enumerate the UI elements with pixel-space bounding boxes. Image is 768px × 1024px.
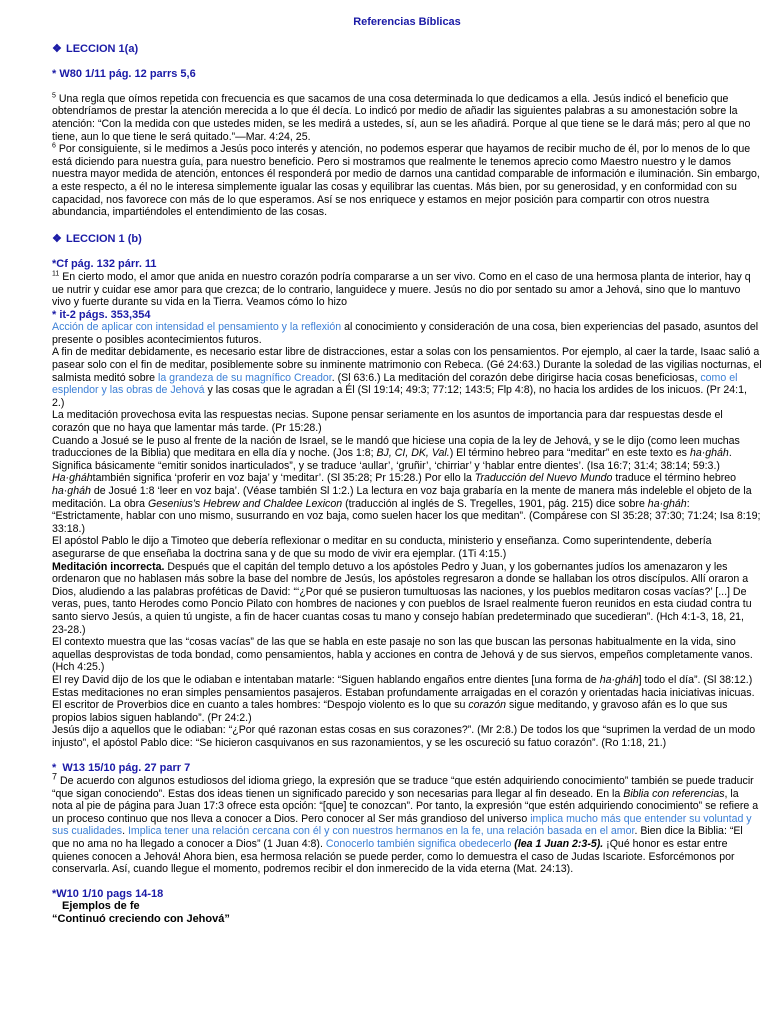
it2-paragraph-joshua: Cuando a Josué se le puso al frente de la nación de Israel, se le mandó que hiciese una copia de la ley de Jehová, y se le dijo (como leen muchas traducciones de la Biblia) que meditara en ella día y noche. (Jos 1:8; BJ, CI, DK, Val.) El término hebreo para “meditar” en este texto es ha·gháh. Significa básicamente “emitir sonidos inarticulados”, y se traduce ‘aullar’, ‘gruñir’, ‘chirriar’ y ‘hablar entre dientes’. (Isa 16:7; 31:4; 38:14; 59:3.) Ha·gháhtambién significa ‘proferir en voz baja’ y ‘meditar’. (Sl 35:28; Pr 15:28.) Por ello la Traducción del Nuevo Mundo traduce el término hebreo ha·gháh de Josué 1:8 ‘leer en voz baja’. (Véase también Sl 1:2.) La lectura en voz baja grabaría en la mente de manera más indeleble el objeto de la meditación. La obra Gesenius’s Hebrew and Chaldee Lexicon (traducción al inglés de S. Tregelles, 1901, pág. 215) dice sobre ha·gháh: “Estrictamente, hablar con uno mismo, susurrando en voz baja, como suelen hacer los que meditan”. (Compárese con Sl 35:28; 37:30; 71:24; Isa 8:19; 33:18.) bbox=[52, 434, 761, 535]
paragraph-11 bbox=[52, 271, 762, 309]
highlighted-text: Conocerlo también significa obedecerlo bbox=[325, 838, 512, 851]
highlighted-text: como el esplendor y las obras de Jehová bbox=[52, 371, 738, 397]
paragraph-text: En cierto modo, el amor que anida en nuestro corazón podría compararse a un ser vivo. Como en el caso de una hermosa planta de interior, hay q ue nutrir y cuidar ese amor para que crezca; de lo contrario, languidece y muere. Jesús no dio por sentado su amor a Jehová, sino que lo mantuvo vivo y fuerte durante su vida en la Tierra. Veamos cómo lo hizo bbox=[52, 270, 751, 309]
reference-heading: *Cf pág. 132 párr. 11 bbox=[52, 258, 157, 271]
page-title: Referencias Bíblicas bbox=[353, 16, 461, 28]
reference-heading: * it-2 págs. 353,354 bbox=[52, 308, 151, 321]
diamond-bullet-icon: ❖ bbox=[52, 42, 62, 55]
lesson-heading-1a bbox=[52, 43, 762, 56]
lesson-heading-1b bbox=[52, 233, 762, 246]
highlighted-text: la grandeza de su magnífico Creador bbox=[157, 371, 332, 384]
paragraph-text: Una regla que oímos repetida con frecuencia es que sacamos de una cosa determinada lo que dedicamos a ella. Jesús indicó el beneficio que obtendríamos de prestar la atención merecida a lo que él decía. Lo indicó por medio de añadir las siguientes palabras a su amonestación sobre la atención: “Con la medida con que ustedes miden, se les medirá a ustedes, sí, aun se les añadirá. Porque al que tiene se le dará más; pero al que no tiene, aun lo que tiene le será quitado.”—Mar. 4:24, 25. bbox=[52, 92, 751, 143]
paragraph-7: $^7$ De acuerdo con algunos estudiosos del idioma griego, la expresión que se traduce “que estén adquiriendo conocimiento” también se puede traducir “que sigan conociendo”. Estas dos ideas tienen un significado parecido y son necesarias para llegar al fin deseado. En la Biblia con referencias, la nota al pie de página para Juan 17:3 ofrece esta opción: “[que] te conozcan”. Por tanto, la expresión “que estén adquiriendo conocimiento” se refiere a un proceso continuo que nos lleva a conocer a Dios. Pero conocer al Ser más grandioso del universo implica mucho más que entender su voluntad y sus cualidades. Implica tener una relación cercana con él y con nuestros hermanos en la fe, una relación basada en el amor. Bien dice la Biblia: “El que no ama no ha llegado a conocer a Dios” (1 Juan 4:8). Conocerlo también significa obedecerlo (lea 1 Juan 2:3-5). ¡Qué honor es estar entre quienes conocen a Jehová! Ahora bien, esa hermosa relación se puede perder, como lo demuestra el caso de Judas Iscariote. Esforcémonos por conservarla. Así, cuando llegue el momento, podremos recibir el don inmerecido de la vida eterna (Mat. 24:13). bbox=[52, 771, 759, 876]
it2-paragraph-incorrect: Meditación incorrecta. Después que el capitán del templo detuvo a los apóstoles Pedro y Juan, y los gobernantes judíos los amenazaron y les ordenaron que no hablasen más sobre la base del nombre de Jesús, los apóstoles regresaron a donde se hallaban los otros discípulos. Allí oraron a Dios, aludiendo a las palabras proféticas de David: “‘¿Por qué se pusieron tumultuosas las naciones, y los pueblos meditaron cosas vacías?’ [...] De veras, pues, tanto Herodes como Poncio Pilato con hombres de naciones y con pueblos de Israel realmente fueron reunidos en esta ciudad contra tu santo siervo Jesús, a quien tú ungiste, a fin de hacer cuantas cosas tu mano y consejo habían predeterminado que sucedieran”. (Hch 4:1-3, 18, 21, 23-28.) bbox=[52, 560, 752, 636]
highlighted-text: Acción de aplicar con intensidad el pensamiento y la reflexión bbox=[52, 321, 342, 334]
paragraph-number: 7 bbox=[52, 771, 58, 782]
paragraph-number: 11 bbox=[52, 270, 60, 278]
highlighted-text: implica mucho más que entender su voluntad y sus cualidades bbox=[52, 812, 752, 838]
highlighted-text: Implica tener una relación cercana con él y con nuestros hermanos en la fe, una relación basada en el amor bbox=[127, 825, 635, 838]
reference-heading: * W80 1/11 pág. 12 parrs 5,6 bbox=[52, 68, 196, 81]
it2-paragraph-jesus: Jesús dijo a aquellos que le odiaban: “¿Por qué razonan estas cosas en sus corazones?”. (Mr 2:8.) De todos los que “suprimen la verdad de un modo injusto”, el apóstol Pablo dice: “Se hicieron casquivanos en sus razonamientos, y se les oscureció su fatuo corazón”. (Ro 1:18, 21.) bbox=[52, 724, 756, 749]
it2-paragraph-david: El rey David dijo de los que le odiaban e intentaban matarle: “Siguen hablando engaños entre dientes [una forma de ha·gháh] todo el día”. (Sl 38:12.) Estas meditaciones no eran simples pensamientos pasajeros. Estaban profundamente arraigadas en el corazón y orientadas hacia iniciativas inicuas. El escritor de Proverbios dice en cuanto a tales hombres: “Despojo violento es lo que su corazón sigue meditando, y gravoso afán es lo que sus propios labios siguen hablando”. (Pr 24:2.) bbox=[52, 673, 755, 724]
paragraph-number: 5 bbox=[52, 92, 56, 100]
lesson-label: LECCION 1 (b) bbox=[66, 232, 142, 245]
diamond-bullet-icon: ❖ bbox=[52, 232, 62, 245]
it2-paragraph-context: El contexto muestra que las “cosas vacías” de las que se habla en este pasaje no son las que buscan las personas habitualmente en la vida, sino aquellas desprovistas de toda bondad, como pensamientos, habla y acciones en contra de Jehová y de sus siervos, empeños completamente vanos. (Hch 4:25.) bbox=[52, 636, 753, 674]
paragraph-5 bbox=[52, 93, 762, 143]
document-page bbox=[52, 0, 762, 926]
it2-paragraph-solitude: A fin de meditar debidamente, es necesario estar libre de distracciones, estar a solas con los pensamientos. Por ejemplo, al caer la tarde, Isaac salió a pasear solo con el fin de meditar, posiblemente sobre su inminente matrimonio con Rebeca. (Gé 24:63.) Durante la soledad de las vigilias nocturnas, el salmista meditó sobre la grandeza de su magnífico Creador. (Sl 63:6.) La meditación del corazón debe dirigirse hacia cosas beneficiosas, como el esplendor y las obras de Jehová y las cosas que le agradan a Él (Sl 19:14; 49:3; 77:12; 143:5; Flp 4:8), no hacia los ardides de los inicuos. (Pr 24:1, 2.) bbox=[52, 346, 762, 409]
reference-heading: *W10 1/10 pags 14-18 bbox=[52, 887, 164, 900]
it2-definition: Acción de aplicar con intensidad el pensamiento y la reflexión al conocimiento y consideración de una cosa, bien experiencias del pasado, asuntos del presente o posibles acontecimientos futuros. bbox=[52, 321, 759, 346]
it2-paragraph-answers: La meditación provechosa evita las respuestas necias. Supone pensar seriamente en los asuntos de importancia para dar respuestas desde el corazón que no haya que lamentar más tarde. (Pr 15:28.) bbox=[52, 409, 723, 435]
it2-paragraph-timothy: El apóstol Pablo le dijo a Timoteo que debería reflexionar o meditar en su conducta, ministerio y enseñanza. Como superintendente, debería asegurarse de que enseñaba la doctrina sana y de que su modo de vivir era ejemplar. (1Ti 4:15.) bbox=[52, 535, 712, 560]
paragraph-text: Por consiguiente, si le medimos a Jesús poco interés y atención, no podemos esperar que hayamos de recibir mucho de él, por lo menos de lo que está diciendo para nuestra guía, para nuestro beneficio. Pero si mostramos que realmente le tenemos aprecio como Maestro nuestro y le damos nuestra mayor medida de atención, entonces él responderá por medio de darnos una cantidad comparable de información e iluminación. Sin embargo, a este respecto, a él no le interesa simplemente igualar las cosas y equilibrar las cuentas. Más bien, por su generosidad, y en conformidad con su capacidad, nos favorece con más de lo que esperamos. Así se nos enriquece y estamos en mejor posición para compartir con otros nuestra abundancia, impartiéndoles el entendimiento de las cosas. bbox=[52, 143, 760, 219]
subheading: Ejemplos de fe bbox=[62, 900, 140, 913]
paragraph-number: 6 bbox=[52, 142, 56, 150]
reference-heading: * W13 15/10 pág. 27 parr 7 bbox=[52, 762, 191, 775]
article-heading: “Continuó creciendo con Jehová” bbox=[52, 913, 230, 925]
section-subheading: Meditación incorrecta. bbox=[52, 560, 165, 573]
lesson-label: LECCION 1(a) bbox=[66, 42, 139, 55]
paragraph-6 bbox=[52, 143, 762, 219]
